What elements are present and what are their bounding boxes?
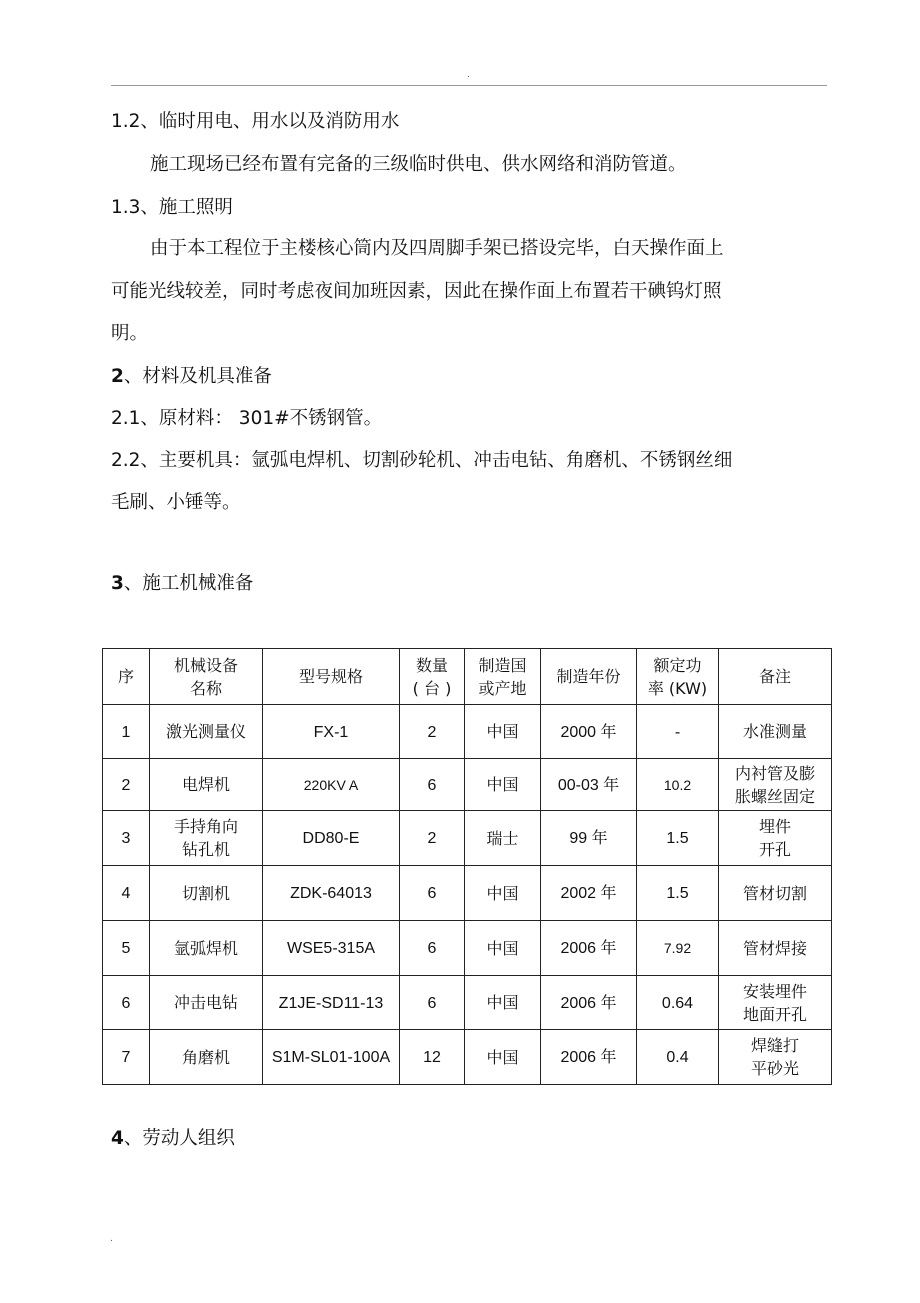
cell-text: 5 (121, 940, 131, 957)
cell-text: 1 (121, 723, 131, 741)
cell-model (263, 759, 400, 811)
cell-text: 0.4 (666, 1049, 689, 1066)
cell-text: 0.64 (661, 994, 694, 1012)
cell-text: 6 (427, 885, 437, 902)
equipment-table (102, 648, 832, 1085)
cell-model (263, 811, 400, 866)
cell-no (103, 705, 150, 759)
cell-text: 7.92 (663, 940, 692, 956)
cell-model (263, 1030, 400, 1085)
cell-text: 2006 年 (560, 994, 617, 1012)
cell-text: - (674, 723, 681, 741)
header-rule (111, 85, 827, 86)
cell-origin (465, 759, 541, 811)
cell-text: 4 (121, 885, 131, 902)
cell-origin (465, 866, 541, 921)
cell-name (150, 1030, 263, 1085)
cell-origin (465, 1030, 541, 1085)
cell-qty (400, 1030, 465, 1085)
cell-text: FX-1 (313, 723, 349, 741)
header-cell (103, 649, 150, 705)
cell-text: S1M-SL01-100A (271, 1049, 391, 1066)
section-2-title: 、材料及机具准备 (123, 366, 272, 387)
cell-text: 2 (427, 830, 437, 847)
cell-text: 220KV A (303, 776, 359, 793)
cell-text: 6 (427, 940, 437, 957)
cell-line: 切割机 (181, 883, 230, 903)
cell-note (719, 866, 832, 921)
cell-model (263, 921, 400, 976)
cell-text: 6 (427, 994, 437, 1012)
cell-model (263, 866, 400, 921)
cell-text: 10.2 (663, 776, 692, 793)
cell-year (541, 976, 637, 1030)
cell-line: 氩弧焊机 (173, 938, 238, 958)
cell-power (637, 705, 719, 759)
cell-name (150, 759, 263, 811)
cell-line: 地面开孔 (742, 1004, 807, 1024)
cell-qty (400, 921, 465, 976)
cell-line: 数量 (415, 655, 448, 675)
cell-line: 角磨机 (181, 1047, 230, 1067)
cell-text: 6 (427, 776, 437, 794)
cell-model (263, 976, 400, 1030)
table-row (103, 759, 832, 811)
cell-name (150, 866, 263, 921)
cell-note (719, 921, 832, 976)
table-row (103, 866, 832, 921)
cell-origin (465, 811, 541, 866)
cell-qty (400, 976, 465, 1030)
header-cell (637, 649, 719, 705)
section-2-2-line-2: 毛刷、小锤等。 (111, 492, 241, 513)
cell-qty (400, 811, 465, 866)
cell-text: 中国 (486, 883, 519, 903)
cell-qty (400, 705, 465, 759)
cell-line: 开孔 (758, 840, 791, 859)
cell-line: 埋件 (758, 817, 791, 836)
cell-text: WSE5-315A (286, 940, 376, 957)
cell-line: 制造国 (478, 655, 527, 675)
cell-power (637, 976, 719, 1030)
cell-line: 管材焊接 (742, 938, 807, 958)
cell-note (719, 759, 832, 811)
cell-no (103, 811, 150, 866)
cell-note (719, 976, 832, 1030)
cell-name (150, 811, 263, 866)
cell-line: 水准测量 (742, 722, 807, 741)
cell-power (637, 811, 719, 866)
section-2-2-line-1: 2.2、主要机具：氩弧电焊机、切割砂轮机、冲击电钻、角磨机、不锈钢丝细 (111, 450, 733, 471)
cell-text: 2002 年 (560, 885, 617, 902)
cell-name (150, 976, 263, 1030)
cell-line: 制造年份 (556, 667, 621, 686)
section-3-heading (111, 572, 253, 596)
cell-text: 中国 (486, 722, 519, 741)
section-4-title: 、劳动人组织 (123, 1128, 235, 1149)
cell-text: 中国 (486, 1047, 519, 1067)
cell-text: 2006 年 (560, 1049, 617, 1066)
cell-text: 2 (121, 776, 131, 794)
cell-line: 激光测量仪 (165, 722, 246, 741)
section-1-2-heading: 1.2、临时用电、用水以及消防用水 (111, 111, 400, 132)
section-1-3-body-line-1: 由于本工程位于主楼核心筒内及四周脚手架已搭设完毕，白天操作面上 (150, 238, 724, 259)
cell-note (719, 811, 832, 866)
cell-text: 中国 (486, 938, 519, 958)
cell-origin (465, 976, 541, 1030)
cell-line: 名称 (189, 678, 222, 698)
cell-line: 冲击电钻 (173, 993, 238, 1012)
header-cell (263, 649, 400, 705)
table-row (103, 1030, 832, 1085)
cell-text: 99 年 (569, 830, 608, 847)
header-cell (541, 649, 637, 705)
cell-text: 00-03 年 (557, 776, 620, 794)
section-3-title: 、施工机械准备 (123, 573, 254, 594)
section-1-3-heading: 1.3、施工照明 (111, 197, 233, 218)
cell-line: 内衬管及膨 (734, 763, 815, 783)
cell-name (150, 705, 263, 759)
cell-year (541, 705, 637, 759)
cell-line: 序 (117, 667, 134, 686)
section-4-heading (111, 1127, 235, 1151)
cell-line: 率 (KW) (647, 678, 708, 698)
cell-text: 1.5 (666, 830, 689, 847)
cell-line: 管材切割 (742, 883, 807, 903)
cell-text: 2 (427, 723, 437, 741)
cell-note (719, 1030, 832, 1085)
section-1-2-body: 施工现场已经布置有完备的三级临时供电、供水网络和消防管道。 (150, 154, 687, 175)
table-row (103, 976, 832, 1030)
cell-line: 机械设备 (173, 655, 238, 675)
cell-line: 手持角向 (173, 817, 238, 836)
cell-name (150, 921, 263, 976)
cell-text: Z1JE-SD11-13 (278, 994, 384, 1012)
cell-qty (400, 759, 465, 811)
cell-no (103, 976, 150, 1030)
cell-text: 7 (121, 1049, 131, 1066)
cell-origin (465, 705, 541, 759)
cell-text: 2000 年 (560, 723, 617, 741)
cell-line: 备注 (758, 667, 791, 686)
cell-text: 6 (121, 994, 131, 1012)
cell-line: 额定功 (653, 655, 702, 675)
header-dot: . (467, 70, 470, 80)
table-row (103, 811, 832, 866)
section-1-3-body-line-2: 可能光线较差，同时考虑夜间加班因素，因此在操作面上布置若干碘钨灯照 (111, 281, 722, 302)
cell-power (637, 921, 719, 976)
cell-year (541, 866, 637, 921)
cell-origin (465, 921, 541, 976)
section-1-3-body-line-3: 明。 (111, 323, 149, 344)
footer-dot: . (110, 1234, 113, 1244)
cell-year (541, 921, 637, 976)
cell-text: 3 (121, 830, 131, 847)
header-cell (465, 649, 541, 705)
cell-power (637, 1030, 719, 1085)
cell-qty (400, 866, 465, 921)
cell-text: 2006 年 (560, 940, 617, 957)
cell-text: ZDK-64013 (290, 885, 372, 902)
section-2-heading (111, 365, 272, 389)
cell-year (541, 759, 637, 811)
cell-no (103, 1030, 150, 1085)
cell-text: 中国 (486, 993, 519, 1012)
section-4-number: 4 (111, 1128, 124, 1149)
table-row (103, 921, 832, 976)
table-row (103, 705, 832, 759)
cell-power (637, 759, 719, 811)
header-cell (719, 649, 832, 705)
cell-line: 安装埋件 (742, 981, 807, 1001)
section-2-number: 2 (111, 366, 124, 387)
cell-no (103, 921, 150, 976)
cell-line: 焊缝打 (750, 1036, 799, 1055)
cell-line: 电焊机 (181, 775, 230, 794)
cell-note (719, 705, 832, 759)
cell-text: 瑞士 (486, 828, 519, 848)
cell-model (263, 705, 400, 759)
cell-text: 1.5 (666, 885, 689, 902)
cell-text: DD80-E (302, 830, 360, 847)
cell-text: 中国 (486, 775, 519, 794)
cell-year (541, 1030, 637, 1085)
cell-line: 平砂光 (750, 1059, 799, 1078)
cell-no (103, 866, 150, 921)
cell-line: 钻孔机 (181, 840, 230, 859)
cell-no (103, 759, 150, 811)
table-header-row (103, 649, 832, 705)
cell-line: ( 台 ) (412, 678, 452, 698)
cell-power (637, 866, 719, 921)
cell-text: 12 (423, 1049, 441, 1066)
header-cell (400, 649, 465, 705)
cell-line: 型号规格 (298, 667, 363, 686)
cell-year (541, 811, 637, 866)
section-2-1: 2.1、原材料： 301#不锈钢管。 (111, 408, 383, 429)
header-cell (150, 649, 263, 705)
cell-line: 或产地 (478, 678, 527, 698)
cell-line: 胀螺丝固定 (734, 786, 815, 806)
section-3-number: 3 (111, 573, 124, 594)
